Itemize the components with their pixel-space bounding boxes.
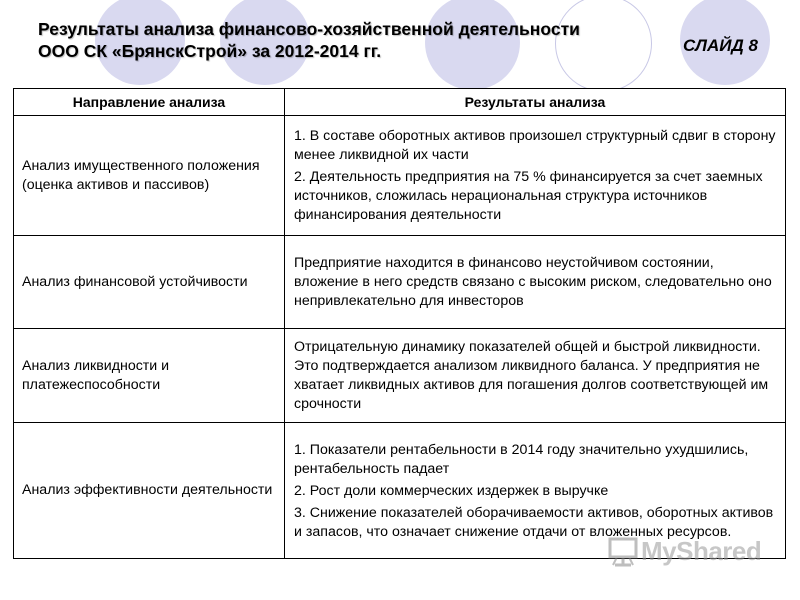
title-line-2: ООО СК «БрянскСтрой» за 2012-2014 гг. <box>38 41 382 61</box>
table-header-row <box>14 89 786 116</box>
analysis-results-table <box>13 88 786 559</box>
table-row <box>14 236 786 329</box>
watermark <box>607 536 761 567</box>
direction-cell: Анализ ликвидности и платежеспособности <box>14 329 285 423</box>
results-cell <box>285 116 786 236</box>
results-cell <box>285 329 786 423</box>
direction-cell: Анализ имущественного положения (оценка активов и пассивов) <box>14 116 285 236</box>
table-row <box>14 116 786 236</box>
table-row <box>14 329 786 423</box>
result-paragraph: Предприятие находится в финансово неустойчивом состоянии, вложение в него средств связано с высоким риском, следовательно оно непривлекательно для инвесторов <box>294 255 772 309</box>
header-results: Результаты анализа <box>285 89 786 116</box>
title-line-1: Результаты анализа финансово-хозяйственной деятельности <box>38 19 580 39</box>
result-paragraph: 3. Снижение показателей оборачиваемости активов, оборотных активов и запасов, что означает снижение отдачи от вложенных ресурсов. <box>294 504 774 540</box>
result-paragraph: Отрицательную динамику показателей общей и быстрой ликвидности. Это подтверждается анализом ликвидного баланса. У предприятия не хватает ликвидных активов для погашения долгов соответствующей им срочности <box>294 339 769 412</box>
slide-number-label: СЛАЙД 8 <box>683 36 758 55</box>
watermark-text: MyShared <box>641 536 762 566</box>
result-paragraph: 2. Рост доли коммерческих издержек в выручке <box>294 482 609 499</box>
direction-cell: Анализ финансовой устойчивости <box>14 236 285 329</box>
page-title <box>38 18 580 62</box>
results-cell <box>285 236 786 329</box>
direction-cell: Анализ эффективности деятельности <box>14 423 285 559</box>
presentation-board-icon <box>607 537 641 567</box>
result-paragraph: 1. В составе оборотных активов произошел структурный сдвиг в сторону менее ликвидной их части <box>294 128 776 163</box>
result-paragraph: 2. Деятельность предприятия на 75 % финансируется за счет заемных источников, сложилась нерациональная структура источников финансирования деятельности <box>294 169 763 223</box>
header-direction: Направление анализа <box>14 89 285 116</box>
result-paragraph: 1. Показатели рентабельности в 2014 году значительно ухудшились, рентабельность падает <box>294 441 749 477</box>
